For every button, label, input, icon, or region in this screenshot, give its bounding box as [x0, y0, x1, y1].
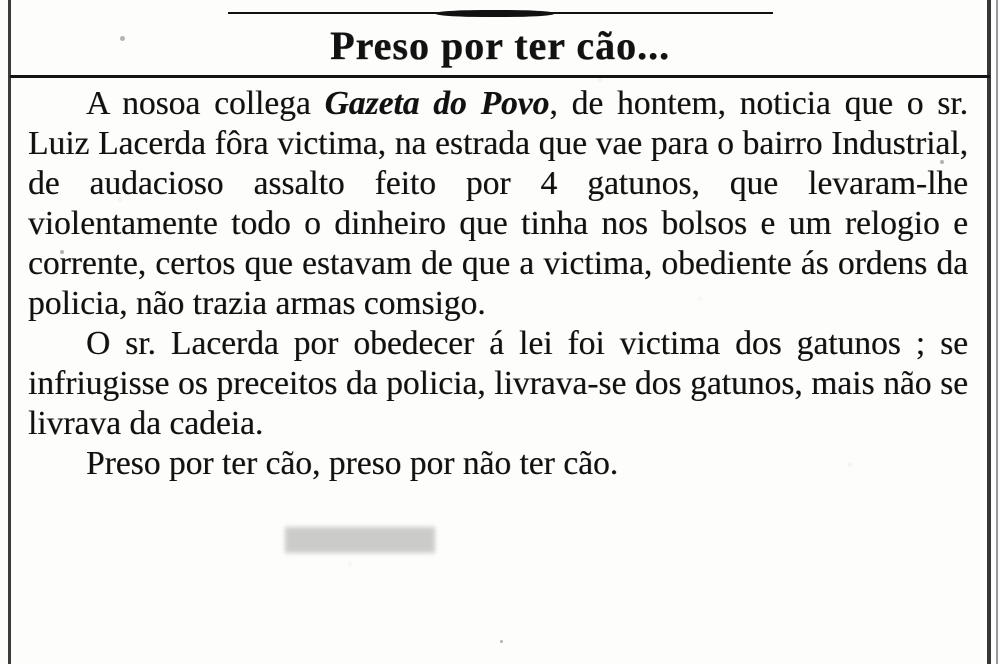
- paragraph-1-segment-1: A nosoa collega: [86, 85, 325, 122]
- column-rule-left: [8, 0, 11, 664]
- paragraph-1: [28, 84, 968, 324]
- column-rule-right-secondary: [996, 0, 998, 664]
- paragraph-2-text: O sr. Lacerda por obedecer á lei foi victima dos gatunos ; se infriugisse os preceitos da policia, livrava-se dos gatunos, mais não se livrava da cadeia.: [28, 325, 968, 442]
- publication-title: Gazeta do Povo: [324, 85, 550, 122]
- paragraph-3: [28, 444, 968, 484]
- paragraph-3-text: Preso por ter cão, preso por não ter cão.: [86, 445, 619, 482]
- paragraph-2: [28, 324, 968, 444]
- ornament-swell: [435, 10, 555, 17]
- scan-speck: [500, 640, 503, 643]
- headline-divider: [10, 75, 990, 78]
- column-rule-right: [987, 0, 991, 664]
- article-body: [28, 84, 968, 484]
- paragraph-1-segment-3: , de hontem, noticia que o sr. Luiz Lacerda fôra victima, na estrada que vae para o bairro Industrial, de audacioso assalto feito por 4 gatunos, que levaram-lhe violentamente todo o dinheiro que tinha nos bolsos e um relogio e corrente, certos que estavam de que a victima, obediente ás ordens da policia, não trazia armas comsigo.: [28, 85, 968, 322]
- page-title: Preso por ter cão...: [330, 23, 670, 68]
- scan-smudge: [285, 527, 435, 553]
- top-ornament-rule: [228, 10, 773, 16]
